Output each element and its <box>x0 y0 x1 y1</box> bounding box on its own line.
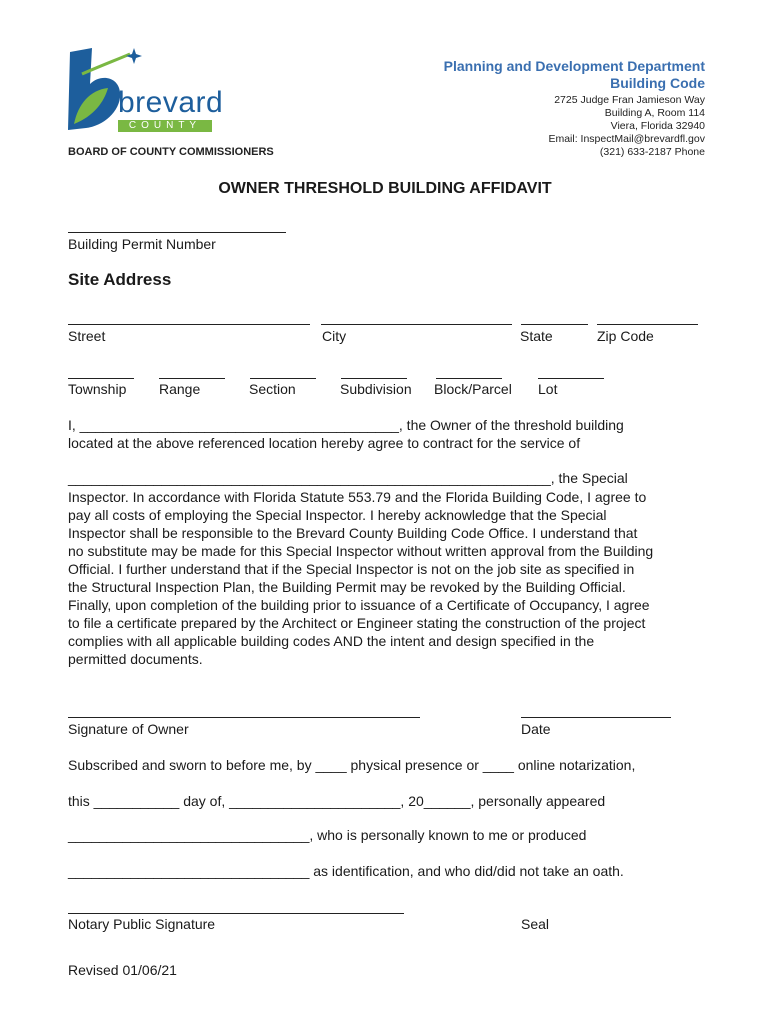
city-line[interactable] <box>321 324 512 325</box>
notary-date-line[interactable]: this ___________ day of, ______________________, 20______, personally appeared <box>68 793 606 809</box>
address-line-3: Viera, Florida 32940 <box>610 120 705 132</box>
notary-identification-line[interactable]: _______________________________ as identification, and who did/did not take an oath. <box>68 863 624 879</box>
permit-number-label: Building Permit Number <box>68 236 216 252</box>
township-line[interactable] <box>68 378 134 379</box>
state-line[interactable] <box>521 324 588 325</box>
subdivision-line[interactable] <box>341 378 407 379</box>
lot-label: Lot <box>538 381 558 397</box>
notary-presence-line[interactable]: Subscribed and sworn to before me, by ____ physical presence or ____ online notarization, <box>68 757 636 773</box>
lot-line[interactable] <box>538 378 604 379</box>
street-line[interactable] <box>68 324 310 325</box>
city-label: City <box>322 328 347 344</box>
owner-signature-line[interactable] <box>68 717 420 718</box>
email-line: Email: InspectMail@brevardfl.gov <box>548 133 705 145</box>
date-label: Date <box>521 721 551 737</box>
zip-label: Zip Code <box>597 328 654 344</box>
body-line: the Structural Inspection Plan, the Building Permit may be revoked by the Building Official. <box>68 579 626 595</box>
section-label: Section <box>249 381 296 397</box>
body-line: Finally, upon completion of the building prior to issuance of a Certificate of Occupancy, I agree <box>68 597 650 613</box>
affidavit-body <box>68 488 708 668</box>
board-name: BOARD OF COUNTY COMMISSIONERS <box>68 146 274 158</box>
body-line: Official. I further understand that if the Special Inspector is not on the job site as specified in <box>68 561 635 577</box>
street-label: Street <box>68 328 106 344</box>
block-parcel-line[interactable] <box>436 378 502 379</box>
seal-label: Seal <box>521 916 550 932</box>
logo-county: COUNTY <box>128 120 202 131</box>
phone-line: (321) 633-2187 Phone <box>599 146 705 158</box>
owner-statement-line-2: located at the above referenced location hereby agree to contract for the service of <box>68 435 581 451</box>
address-line-2: Building A, Room 114 <box>604 107 705 119</box>
zip-line[interactable] <box>597 324 698 325</box>
subdivision-label: Subdivision <box>340 381 412 397</box>
department-name: Planning and Development Department <box>443 58 705 74</box>
notary-known-line[interactable]: _______________________________, who is personally known to me or produced <box>68 827 587 843</box>
site-address-heading: Site Address <box>68 270 172 289</box>
body-line: complies with all applicable building codes AND the intent and design specified in the <box>68 633 595 649</box>
body-line: pay all costs of employing the Special Inspector. I hereby acknowledge that the Special <box>68 507 607 523</box>
state-label: State <box>520 328 553 344</box>
body-line: Inspector. In accordance with Florida Statute 553.79 and the Florida Building Code, I agree to <box>68 489 647 505</box>
county-logo <box>60 44 224 136</box>
body-line: to file a certificate prepared by the Architect or Engineer stating the construction of the project <box>68 615 646 631</box>
date-line[interactable] <box>521 717 671 718</box>
special-inspector-line[interactable]: ______________________________________________________________, the Special <box>68 470 628 486</box>
owner-signature-label: Signature of Owner <box>68 721 189 737</box>
block-parcel-label: Block/Parcel <box>434 381 512 397</box>
body-line: Inspector shall be responsible to the Brevard County Building Code Office. I understand that <box>68 525 638 541</box>
owner-statement-line-1[interactable]: I, _________________________________________, the Owner of the threshold building <box>68 417 624 433</box>
address-line-1: 2725 Judge Fran Jamieson Way <box>554 94 705 106</box>
form-title: OWNER THRESHOLD BUILDING AFFIDAVIT <box>218 180 552 197</box>
logo-name: brevard <box>118 86 224 119</box>
body-line: permitted documents. <box>68 651 203 667</box>
division-name: Building Code <box>610 75 705 91</box>
notary-signature-line[interactable] <box>68 913 404 914</box>
range-label: Range <box>159 381 201 397</box>
township-label: Township <box>68 381 127 397</box>
revision-date: Revised 01/06/21 <box>68 962 177 978</box>
permit-number-line[interactable] <box>68 232 286 233</box>
section-line[interactable] <box>250 378 316 379</box>
notary-signature-label: Notary Public Signature <box>68 916 216 932</box>
range-line[interactable] <box>159 378 225 379</box>
body-line: no substitute may be made for this Special Inspector without written approval from the Building <box>68 543 654 559</box>
